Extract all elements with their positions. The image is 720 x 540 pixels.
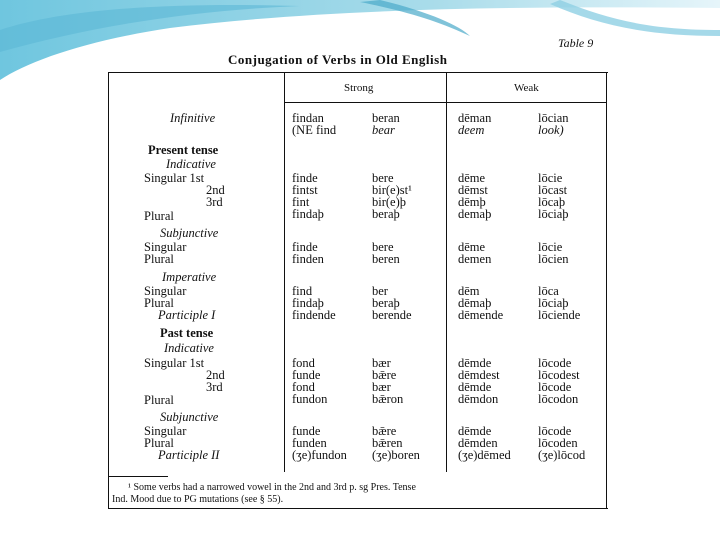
table-cell: (ʒe)lōcod — [538, 448, 586, 462]
row-label: Singular — [144, 284, 187, 298]
footnote-line-1: ¹ Some verbs had a narrowed vowel in the 2nd and 3rd p. sg Pres. Tense — [128, 482, 416, 493]
table-cell: lōcien — [538, 252, 569, 266]
header-weak: Weak — [514, 82, 539, 94]
table-cell: fint — [292, 195, 310, 209]
table-cell: bere — [372, 240, 394, 254]
table-cell: lōcode — [538, 356, 572, 370]
table-cell: dēmst — [458, 183, 488, 197]
row-label: 2nd — [206, 183, 225, 197]
document-header — [106, 34, 612, 70]
row-label: Plural — [144, 393, 174, 407]
table-cell: demaþ — [458, 207, 492, 221]
conjugation-table — [108, 72, 608, 510]
table-cell: finden — [292, 252, 324, 266]
table-cell: dēmaþ — [458, 296, 492, 310]
row-label: Singular 1st — [144, 171, 205, 185]
row-label: Subjunctive — [160, 226, 219, 240]
column-divider-1 — [284, 72, 285, 472]
table-cell: dēmden — [458, 436, 498, 450]
table-cell: deem — [458, 123, 485, 137]
row-label: Singular — [144, 424, 187, 438]
table-cell: ber — [372, 284, 388, 298]
table-cell: bǣron — [372, 392, 404, 406]
table-cell: lōcodest — [538, 368, 580, 382]
table-cell: bir(e)st¹ — [372, 183, 412, 197]
row-label: Participle II — [158, 448, 220, 462]
table-cell: lōcie — [538, 171, 563, 185]
table-cell: lōciaþ — [538, 207, 569, 221]
table-cell: bǣre — [372, 424, 397, 438]
table-border-bottom — [108, 508, 608, 509]
table-cell: beren — [372, 252, 400, 266]
row-label: Present tense — [148, 143, 219, 157]
table-cell: bær — [372, 380, 391, 394]
table-cell: dēman — [458, 111, 492, 125]
table-cell: dēmde — [458, 380, 492, 394]
table-cell: bere — [372, 171, 394, 185]
row-label: Singular — [144, 240, 187, 254]
row-label: 3rd — [206, 195, 223, 209]
row-label: Plural — [144, 252, 174, 266]
table-cell: bear — [372, 123, 395, 137]
table-cell: lōcie — [538, 240, 563, 254]
document-title: Conjugation of Verbs in Old English — [228, 52, 448, 67]
table-number: Table 9 — [558, 36, 594, 50]
header-rule — [284, 102, 606, 103]
table-cell: beraþ — [372, 296, 400, 310]
table-cell: dēm — [458, 284, 480, 298]
table-border-top — [108, 72, 608, 73]
table-cell: lōcode — [538, 380, 572, 394]
row-label: Infinitive — [170, 111, 216, 125]
row-label: Indicative — [166, 157, 216, 171]
table-cell: dēmde — [458, 424, 492, 438]
header-strong: Strong — [344, 82, 374, 94]
table-cell: (ʒe)fundon — [292, 448, 347, 462]
table-cell: dēmdest — [458, 368, 500, 382]
table-cell: lōciaþ — [538, 296, 569, 310]
table-cell: fond — [292, 356, 315, 370]
scanned-table-document — [106, 34, 612, 516]
table-cell: (ʒe)dēmed — [458, 448, 511, 462]
row-label: Imperative — [162, 270, 217, 284]
table-cell: funde — [292, 368, 321, 382]
table-cell: dēme — [458, 240, 486, 254]
row-label: 2nd — [206, 368, 225, 382]
row-label: Participle I — [158, 308, 216, 322]
table-cell: find — [292, 284, 313, 298]
footnote-line-2: Ind. Mood due to PG mutations (see § 55). — [112, 494, 284, 505]
footnote-rule — [108, 476, 168, 477]
row-label: Subjunctive — [160, 410, 219, 424]
table-cell: fundon — [292, 392, 328, 406]
table-cell: bir(e)þ — [372, 195, 407, 209]
table-cell: lōcian — [538, 111, 569, 125]
table-cell: beran — [372, 111, 400, 125]
table-cell: findaþ — [292, 207, 324, 221]
table-cell: dēmende — [458, 308, 504, 322]
table-cell: lōcoden — [538, 436, 578, 450]
table-cell: lōca — [538, 284, 559, 298]
row-label: Indicative — [164, 341, 214, 355]
table-cell: dēmde — [458, 356, 492, 370]
table-border-right — [606, 72, 607, 508]
table-cell: beraþ — [372, 207, 400, 221]
row-label: Plural — [144, 296, 174, 310]
table-cell: funde — [292, 424, 321, 438]
row-label: Singular 1st — [144, 356, 205, 370]
table-cell: dēmdon — [458, 392, 499, 406]
table-cell: (NE find — [292, 123, 337, 137]
table-cell: findende — [292, 308, 336, 322]
table-cell: findan — [292, 111, 324, 125]
table-cell: fintst — [292, 183, 318, 197]
table-cell: demen — [458, 252, 492, 266]
table-border-left — [108, 72, 109, 508]
table-cell: bær — [372, 356, 391, 370]
table-cell: berende — [372, 308, 412, 322]
row-label: Plural — [144, 209, 174, 223]
table-cell: dēme — [458, 171, 486, 185]
table-cell: fond — [292, 380, 315, 394]
row-label: 3rd — [206, 380, 223, 394]
table-cell: look) — [538, 123, 564, 137]
table-cell: dēmþ — [458, 195, 486, 209]
table-cell: funden — [292, 436, 327, 450]
table-cell: (ʒe)boren — [372, 448, 420, 462]
row-label: Past tense — [160, 326, 214, 340]
table-cell: finde — [292, 240, 318, 254]
table-cell: lōcode — [538, 424, 572, 438]
table-cell: bǣre — [372, 368, 397, 382]
table-cell: findaþ — [292, 296, 324, 310]
table-cell: finde — [292, 171, 318, 185]
row-label: Plural — [144, 436, 174, 450]
table-cell: bǣren — [372, 436, 403, 450]
table-cell: lōcast — [538, 183, 568, 197]
column-divider-2 — [446, 72, 447, 472]
table-cell: lōcodon — [538, 392, 579, 406]
table-cell: lōciende — [538, 308, 581, 322]
table-cell: lōcaþ — [538, 195, 566, 209]
